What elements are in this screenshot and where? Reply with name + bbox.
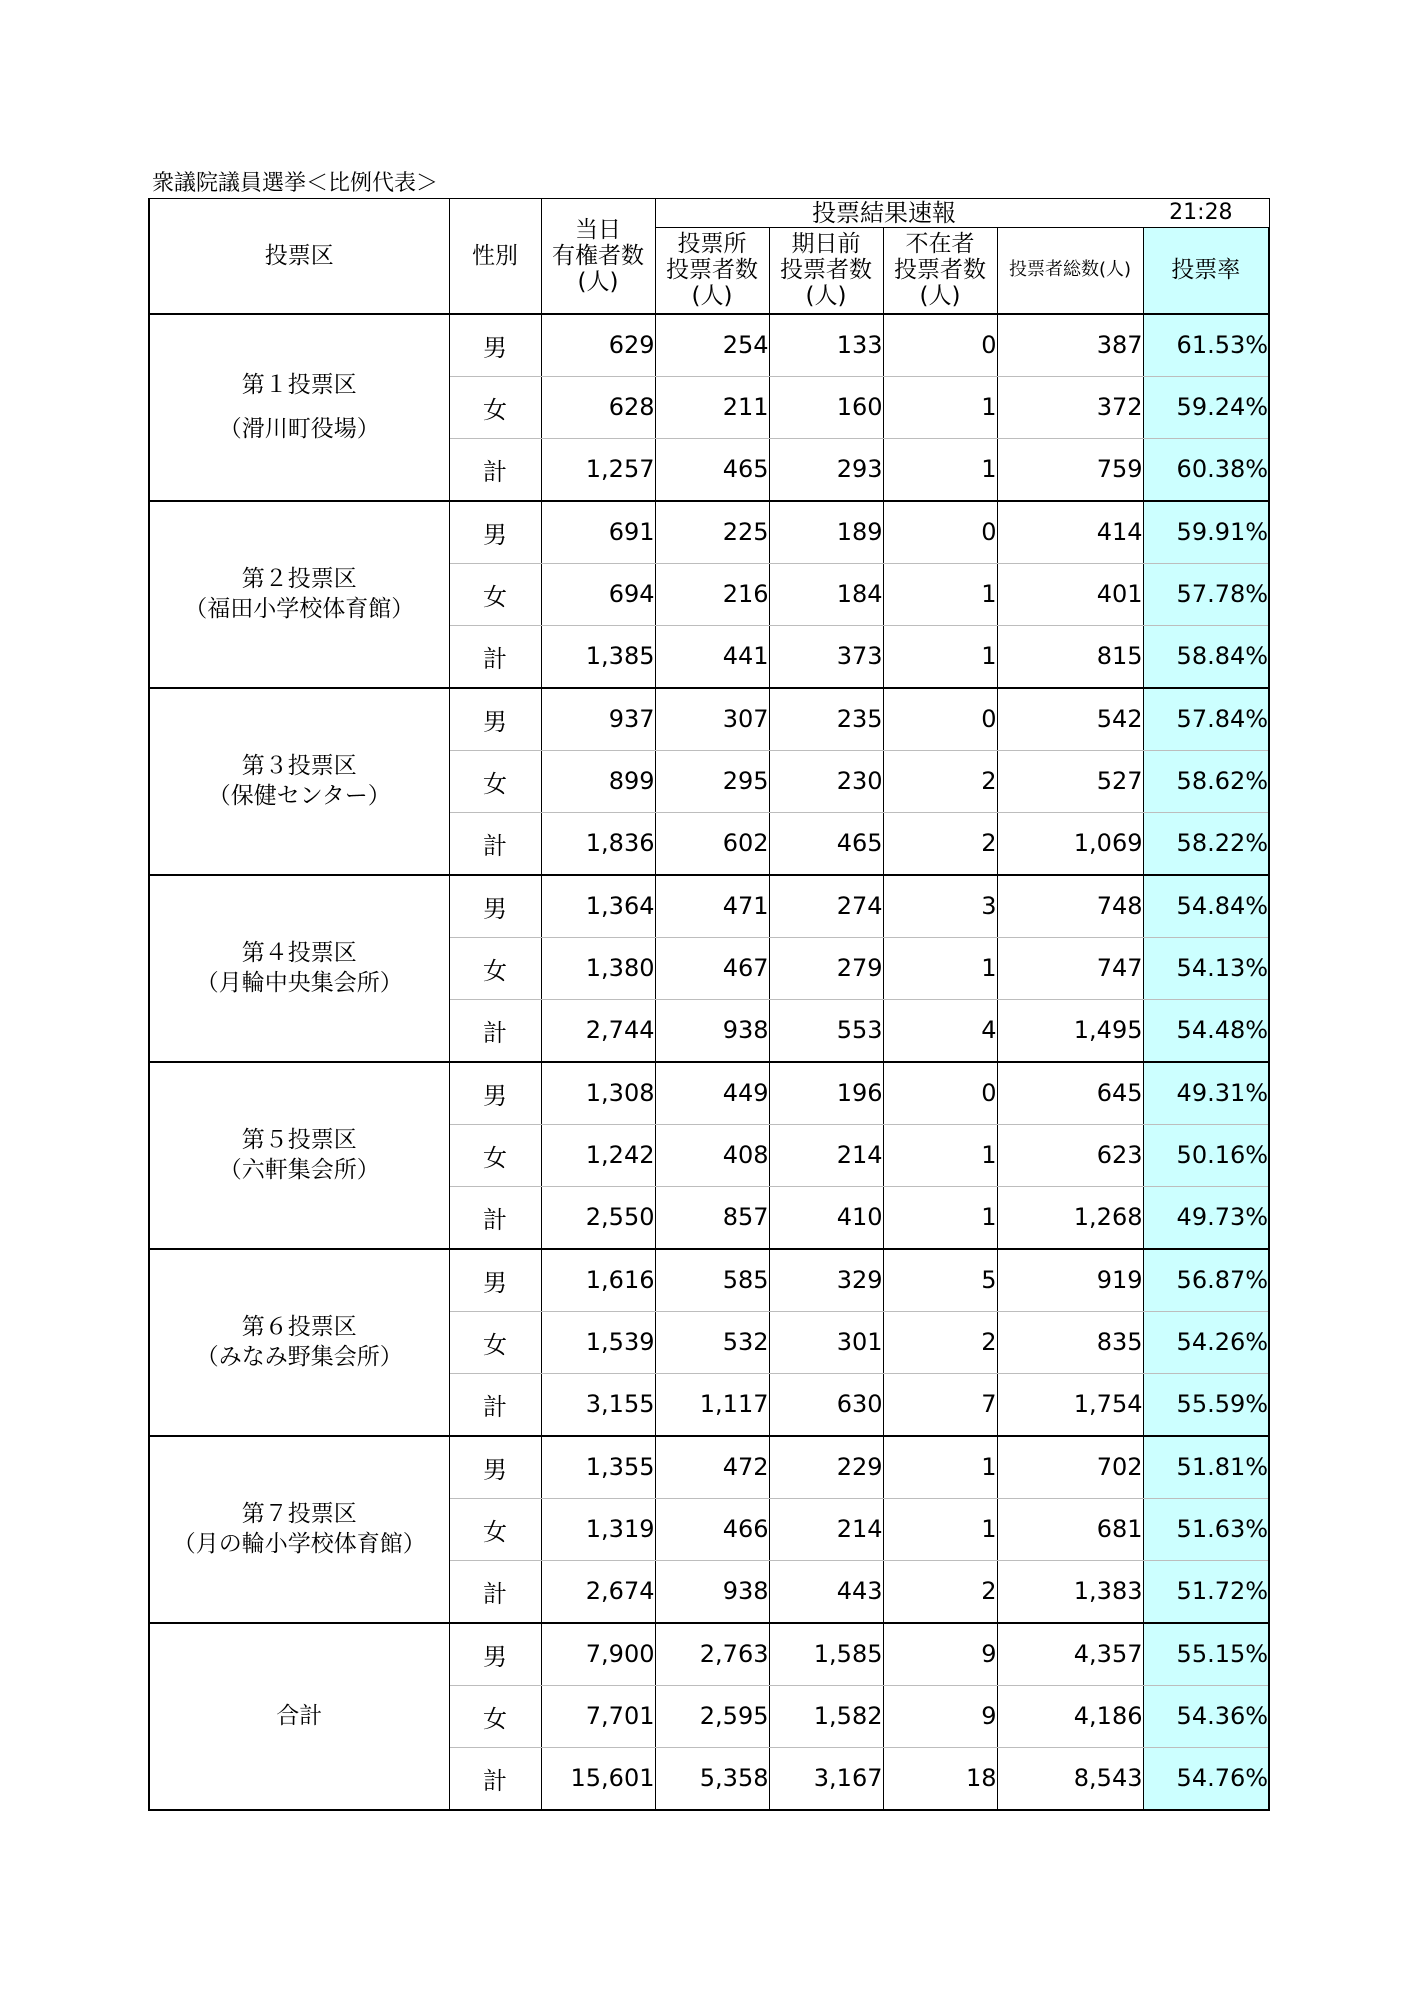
sex-cell: 計 <box>449 1186 541 1249</box>
sex-cell: 女 <box>449 937 541 999</box>
absentee-cell: 0 <box>883 314 997 377</box>
sex-cell: 計 <box>449 438 541 501</box>
absentee-cell: 0 <box>883 688 997 751</box>
eligible-cell: 937 <box>541 688 655 751</box>
station-cell: 585 <box>655 1249 769 1312</box>
turnout-cell: 50.16% <box>1143 1124 1269 1186</box>
sex-cell: 計 <box>449 1747 541 1810</box>
precinct-place: （滑川町役場） <box>218 416 380 442</box>
precinct-cell <box>149 501 449 688</box>
absentee-cell: 0 <box>883 501 997 564</box>
table-row <box>149 501 1269 564</box>
station-cell: 467 <box>655 937 769 999</box>
turnout-cell: 51.72% <box>1143 1560 1269 1623</box>
early-cell: 274 <box>769 875 883 938</box>
total-cell: 645 <box>997 1062 1143 1125</box>
eligible-cell: 1,380 <box>541 937 655 999</box>
election-results-table <box>148 198 1270 1811</box>
absentee-cell: 1 <box>883 1124 997 1186</box>
absentee-cell: 1 <box>883 1498 997 1560</box>
precinct-place: （六軒集会所） <box>218 1157 380 1183</box>
header-absentee <box>883 228 997 314</box>
eligible-cell: 694 <box>541 563 655 625</box>
station-cell: 307 <box>655 688 769 751</box>
turnout-cell: 58.62% <box>1143 750 1269 812</box>
sex-cell: 女 <box>449 1311 541 1373</box>
early-cell: 3,167 <box>769 1747 883 1810</box>
speed-report-label: 投票結果速報 <box>812 199 957 227</box>
early-cell: 301 <box>769 1311 883 1373</box>
sex-cell: 計 <box>449 625 541 688</box>
eligible-cell: 3,155 <box>541 1373 655 1436</box>
header-early <box>769 228 883 314</box>
early-cell: 133 <box>769 314 883 377</box>
precinct-cell <box>149 688 449 875</box>
eligible-cell: 2,550 <box>541 1186 655 1249</box>
sex-cell: 計 <box>449 812 541 875</box>
station-cell: 2,763 <box>655 1623 769 1686</box>
absentee-cell: 7 <box>883 1373 997 1436</box>
station-cell: 1,117 <box>655 1373 769 1436</box>
total-cell: 414 <box>997 501 1143 564</box>
eligible-cell: 7,900 <box>541 1623 655 1686</box>
absentee-cell: 1 <box>883 563 997 625</box>
precinct-place: （みなみ野集会所） <box>195 1344 403 1370</box>
header-eligible <box>541 199 655 314</box>
early-cell: 329 <box>769 1249 883 1312</box>
sex-cell: 計 <box>449 1560 541 1623</box>
total-cell: 919 <box>997 1249 1143 1312</box>
sex-cell: 女 <box>449 376 541 438</box>
total-cell: 748 <box>997 875 1143 938</box>
header-turnout: 投票率 <box>1143 228 1269 314</box>
sex-cell: 女 <box>449 1498 541 1560</box>
sex-cell: 女 <box>449 1685 541 1747</box>
sex-cell: 男 <box>449 1062 541 1125</box>
turnout-cell: 54.84% <box>1143 875 1269 938</box>
early-cell: 229 <box>769 1436 883 1499</box>
eligible-cell: 1,242 <box>541 1124 655 1186</box>
total-cell: 835 <box>997 1311 1143 1373</box>
eligible-cell: 691 <box>541 501 655 564</box>
turnout-cell: 54.48% <box>1143 999 1269 1062</box>
eligible-cell: 1,836 <box>541 812 655 875</box>
eligible-cell: 1,616 <box>541 1249 655 1312</box>
eligible-cell: 1,539 <box>541 1311 655 1373</box>
station-cell: 216 <box>655 563 769 625</box>
precinct-cell <box>149 1623 449 1810</box>
table-row <box>149 688 1269 751</box>
early-cell: 630 <box>769 1373 883 1436</box>
eligible-cell: 1,257 <box>541 438 655 501</box>
absentee-cell: 9 <box>883 1685 997 1747</box>
header-early-line3: (人) <box>805 283 847 310</box>
station-cell: 295 <box>655 750 769 812</box>
sex-cell: 男 <box>449 1249 541 1312</box>
precinct-place: （保健センター） <box>207 783 391 809</box>
header-total-voters: 投票者総数(人) <box>997 228 1143 314</box>
total-cell: 1,754 <box>997 1373 1143 1436</box>
eligible-cell: 15,601 <box>541 1747 655 1810</box>
precinct-cell <box>149 875 449 1062</box>
header-absentee-line2: 投票者数 <box>894 257 986 284</box>
turnout-cell: 54.76% <box>1143 1747 1269 1810</box>
early-cell: 373 <box>769 625 883 688</box>
sex-cell: 女 <box>449 563 541 625</box>
turnout-cell: 60.38% <box>1143 438 1269 501</box>
header-sex: 性別 <box>449 199 541 314</box>
precinct-name: 第６投票区 <box>241 1314 357 1340</box>
absentee-cell: 4 <box>883 999 997 1062</box>
turnout-cell: 59.91% <box>1143 501 1269 564</box>
early-cell: 184 <box>769 563 883 625</box>
total-cell: 527 <box>997 750 1143 812</box>
header-absentee-line3: (人) <box>919 283 961 310</box>
header-speed-report <box>655 199 1269 228</box>
precinct-cell <box>149 1436 449 1623</box>
early-cell: 196 <box>769 1062 883 1125</box>
early-cell: 1,585 <box>769 1623 883 1686</box>
precinct-cell <box>149 1249 449 1436</box>
turnout-cell: 54.26% <box>1143 1311 1269 1373</box>
station-cell: 602 <box>655 812 769 875</box>
sex-cell: 女 <box>449 1124 541 1186</box>
eligible-cell: 2,744 <box>541 999 655 1062</box>
turnout-cell: 58.22% <box>1143 812 1269 875</box>
absentee-cell: 0 <box>883 1062 997 1125</box>
table-row <box>149 1623 1269 1686</box>
table-row <box>149 314 1269 377</box>
early-cell: 235 <box>769 688 883 751</box>
turnout-cell: 51.81% <box>1143 1436 1269 1499</box>
turnout-cell: 49.31% <box>1143 1062 1269 1125</box>
precinct-name: 合計 <box>276 1703 323 1729</box>
eligible-cell: 1,319 <box>541 1498 655 1560</box>
early-cell: 214 <box>769 1124 883 1186</box>
total-cell: 542 <box>997 688 1143 751</box>
station-cell: 465 <box>655 438 769 501</box>
header-station-line3: (人) <box>691 283 733 310</box>
total-cell: 4,357 <box>997 1623 1143 1686</box>
total-cell: 681 <box>997 1498 1143 1560</box>
report-time: 21:28 <box>1169 200 1233 225</box>
precinct-place: （月輪中央集会所） <box>195 970 403 996</box>
total-cell: 1,495 <box>997 999 1143 1062</box>
station-cell: 938 <box>655 999 769 1062</box>
early-cell: 465 <box>769 812 883 875</box>
total-cell: 1,069 <box>997 812 1143 875</box>
turnout-cell: 49.73% <box>1143 1186 1269 1249</box>
absentee-cell: 1 <box>883 1436 997 1499</box>
early-cell: 410 <box>769 1186 883 1249</box>
sex-cell: 男 <box>449 314 541 377</box>
absentee-cell: 3 <box>883 875 997 938</box>
precinct-name: 第４投票区 <box>241 940 357 966</box>
turnout-cell: 58.84% <box>1143 625 1269 688</box>
precinct-name: 第２投票区 <box>241 566 357 592</box>
total-cell: 1,383 <box>997 1560 1143 1623</box>
turnout-cell: 51.63% <box>1143 1498 1269 1560</box>
absentee-cell: 1 <box>883 1186 997 1249</box>
total-cell: 8,543 <box>997 1747 1143 1810</box>
absentee-cell: 1 <box>883 937 997 999</box>
absentee-cell: 1 <box>883 438 997 501</box>
station-cell: 225 <box>655 501 769 564</box>
early-cell: 230 <box>769 750 883 812</box>
turnout-cell: 55.59% <box>1143 1373 1269 1436</box>
station-cell: 254 <box>655 314 769 377</box>
table-row <box>149 1249 1269 1312</box>
header-early-line1: 期日前 <box>791 231 861 258</box>
early-cell: 293 <box>769 438 883 501</box>
absentee-cell: 1 <box>883 376 997 438</box>
early-cell: 189 <box>769 501 883 564</box>
table-row <box>149 1436 1269 1499</box>
document-title: 衆議院議員選挙＜比例代表＞ <box>152 171 439 196</box>
total-cell: 815 <box>997 625 1143 688</box>
sex-cell: 男 <box>449 875 541 938</box>
total-cell: 747 <box>997 937 1143 999</box>
precinct-place: （月の輪小学校体育館） <box>172 1531 426 1557</box>
results-body <box>149 314 1269 1810</box>
total-cell: 702 <box>997 1436 1143 1499</box>
turnout-cell: 57.84% <box>1143 688 1269 751</box>
sex-cell: 計 <box>449 1373 541 1436</box>
absentee-cell: 1 <box>883 625 997 688</box>
table-row <box>149 875 1269 938</box>
early-cell: 214 <box>769 1498 883 1560</box>
header-absentee-line1: 不在者 <box>905 231 975 258</box>
early-cell: 443 <box>769 1560 883 1623</box>
header-eligible-line2: 有権者数 <box>552 242 644 269</box>
total-cell: 759 <box>997 438 1143 501</box>
station-cell: 532 <box>655 1311 769 1373</box>
precinct-name: 第７投票区 <box>241 1501 357 1527</box>
absentee-cell: 9 <box>883 1623 997 1686</box>
absentee-cell: 5 <box>883 1249 997 1312</box>
eligible-cell: 899 <box>541 750 655 812</box>
station-cell: 449 <box>655 1062 769 1125</box>
eligible-cell: 2,674 <box>541 1560 655 1623</box>
table-row <box>149 1062 1269 1125</box>
eligible-cell: 628 <box>541 376 655 438</box>
precinct-name: 第３投票区 <box>241 753 357 779</box>
absentee-cell: 2 <box>883 750 997 812</box>
header-early-line2: 投票者数 <box>780 257 872 284</box>
header-polling-station <box>655 228 769 314</box>
total-cell: 1,268 <box>997 1186 1143 1249</box>
turnout-cell: 54.13% <box>1143 937 1269 999</box>
header-precinct: 投票区 <box>149 199 449 314</box>
total-cell: 4,186 <box>997 1685 1143 1747</box>
precinct-cell <box>149 314 449 501</box>
station-cell: 938 <box>655 1560 769 1623</box>
eligible-cell: 1,308 <box>541 1062 655 1125</box>
station-cell: 466 <box>655 1498 769 1560</box>
total-cell: 401 <box>997 563 1143 625</box>
turnout-cell: 55.15% <box>1143 1623 1269 1686</box>
header-eligible-line3: (人) <box>577 268 619 295</box>
sex-cell: 男 <box>449 688 541 751</box>
early-cell: 279 <box>769 937 883 999</box>
sex-cell: 男 <box>449 1436 541 1499</box>
header-station-line1: 投票所 <box>677 231 747 258</box>
station-cell: 472 <box>655 1436 769 1499</box>
turnout-cell: 61.53% <box>1143 314 1269 377</box>
total-cell: 372 <box>997 376 1143 438</box>
absentee-cell: 2 <box>883 1560 997 1623</box>
eligible-cell: 1,385 <box>541 625 655 688</box>
turnout-cell: 59.24% <box>1143 376 1269 438</box>
precinct-name: 第１投票区 <box>241 372 357 398</box>
eligible-cell: 7,701 <box>541 1685 655 1747</box>
eligible-cell: 1,364 <box>541 875 655 938</box>
sex-cell: 計 <box>449 999 541 1062</box>
early-cell: 160 <box>769 376 883 438</box>
total-cell: 623 <box>997 1124 1143 1186</box>
absentee-cell: 2 <box>883 1311 997 1373</box>
precinct-name: 第５投票区 <box>241 1127 357 1153</box>
early-cell: 1,582 <box>769 1685 883 1747</box>
station-cell: 471 <box>655 875 769 938</box>
header-station-line2: 投票者数 <box>666 257 758 284</box>
eligible-cell: 1,355 <box>541 1436 655 1499</box>
absentee-cell: 2 <box>883 812 997 875</box>
header-eligible-line1: 当日 <box>575 216 621 243</box>
station-cell: 211 <box>655 376 769 438</box>
sex-cell: 男 <box>449 1623 541 1686</box>
early-cell: 553 <box>769 999 883 1062</box>
station-cell: 408 <box>655 1124 769 1186</box>
station-cell: 857 <box>655 1186 769 1249</box>
precinct-place: （福田小学校体育館） <box>184 596 415 622</box>
station-cell: 441 <box>655 625 769 688</box>
precinct-cell <box>149 1062 449 1249</box>
turnout-cell: 56.87% <box>1143 1249 1269 1312</box>
turnout-cell: 57.78% <box>1143 563 1269 625</box>
sex-cell: 女 <box>449 750 541 812</box>
station-cell: 2,595 <box>655 1685 769 1747</box>
absentee-cell: 18 <box>883 1747 997 1810</box>
total-cell: 387 <box>997 314 1143 377</box>
turnout-cell: 54.36% <box>1143 1685 1269 1747</box>
sex-cell: 男 <box>449 501 541 564</box>
station-cell: 5,358 <box>655 1747 769 1810</box>
eligible-cell: 629 <box>541 314 655 377</box>
